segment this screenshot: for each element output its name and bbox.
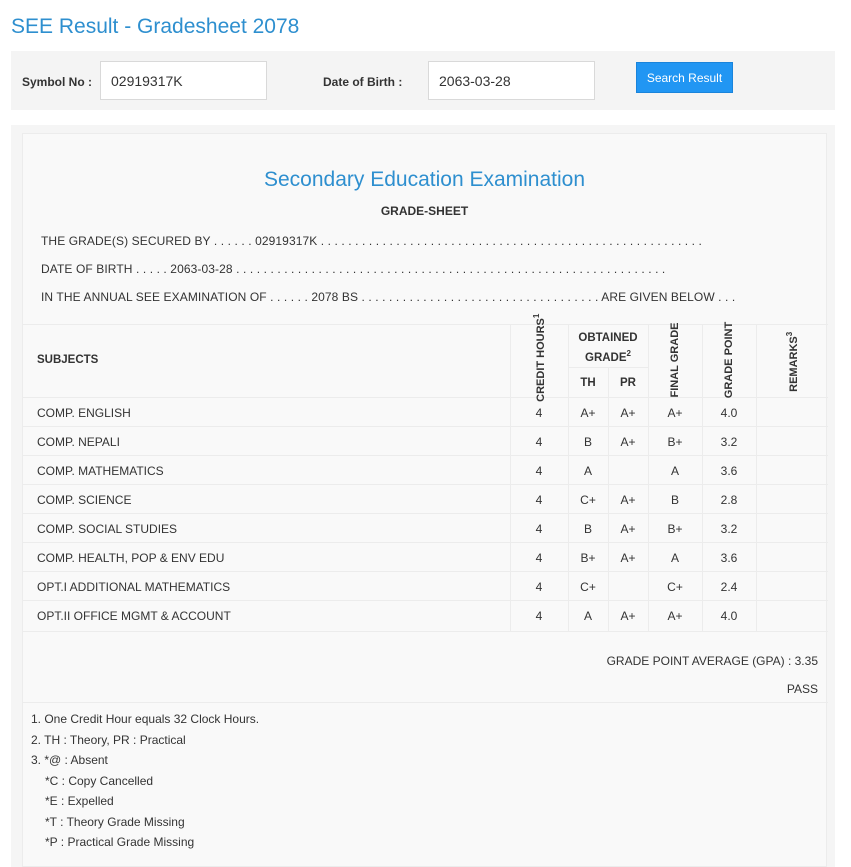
secured-by-line: THE GRADE(S) SECURED BY . . . . . . 02919317K . . . . . . . . . . . . . . . . . . . . . . . . . . . . . . . . . . . . . . . . . . . . . . . . . . . . . . . . bbox=[41, 234, 702, 248]
gpa-summary: GRADE POINT AVERAGE (GPA) : 3.35 bbox=[606, 654, 818, 668]
footnote-item: *T : Theory Grade Missing bbox=[45, 814, 185, 829]
symbol-input[interactable] bbox=[100, 61, 267, 100]
final-grade-cell: A+ bbox=[667, 406, 683, 420]
final-grade-cell: C+ bbox=[667, 580, 683, 594]
footnote-item: 2. TH : Theory, PR : Practical bbox=[31, 732, 186, 747]
footnote-item: *P : Practical Grade Missing bbox=[45, 835, 195, 849]
grade-point-header: GRADE POINT bbox=[723, 321, 735, 399]
subject-cell: OPT.II OFFICE MGMT & ACCOUNT bbox=[37, 609, 231, 623]
row-rule bbox=[23, 513, 828, 514]
footnote-item: 3. *@ : Absent bbox=[31, 753, 108, 767]
table-header-rule bbox=[23, 397, 828, 398]
th-grade-cell: C+ bbox=[580, 493, 596, 507]
dob-line: DATE OF BIRTH . . . . . 2063-03-28 . . . . . . . . . . . . . . . . . . . . . . . . . . . . . . . . . . . . . . . . . . . . . . . . . . . . . . . . . . . . . . . bbox=[41, 262, 666, 276]
result-status: PASS bbox=[786, 682, 818, 696]
th-header: TH bbox=[580, 377, 596, 389]
notes-rule bbox=[23, 702, 828, 703]
page-title: SEE Result - Gradesheet 2078 bbox=[11, 15, 300, 38]
row-rule bbox=[23, 571, 828, 572]
credit-cell: 4 bbox=[535, 551, 543, 565]
credit-cell: 4 bbox=[535, 609, 543, 623]
row-rule bbox=[23, 542, 828, 543]
subject-cell: COMP. NEPALI bbox=[37, 435, 120, 449]
pr-grade-cell: A+ bbox=[620, 522, 636, 536]
gradesheet bbox=[22, 133, 827, 867]
credit-cell: 4 bbox=[535, 580, 543, 594]
credit-cell: 4 bbox=[535, 522, 543, 536]
grade-point-cell: 4.0 bbox=[720, 609, 738, 623]
subject-cell: OPT.I ADDITIONAL MATHEMATICS bbox=[37, 580, 231, 594]
footnote-item: 1. One Credit Hour equals 32 Clock Hours. bbox=[31, 712, 260, 726]
credit-cell: 4 bbox=[535, 493, 543, 507]
grade-point-cell: 3.2 bbox=[720, 522, 738, 536]
gradesheet-container bbox=[11, 125, 835, 867]
row-rule bbox=[23, 600, 828, 601]
th-grade-cell: A+ bbox=[580, 406, 596, 420]
search-form bbox=[11, 51, 835, 110]
subjects-header: SUBJECTS bbox=[37, 354, 99, 366]
th-grade-cell: C+ bbox=[580, 580, 596, 594]
grade-point-cell: 2.4 bbox=[720, 580, 738, 594]
grade-point-cell: 3.6 bbox=[720, 464, 738, 478]
subject-cell: COMP. MATHEMATICS bbox=[37, 464, 164, 478]
table-bottom-rule bbox=[23, 631, 828, 632]
gradesheet-title: GRADE-SHEET bbox=[380, 204, 469, 218]
footnote-item: *C : Copy Cancelled bbox=[45, 773, 154, 788]
col-divider bbox=[756, 324, 757, 631]
obtained-grade-header: OBTAINED GRADE$^2$ bbox=[578, 332, 638, 364]
grade-point-cell: 2.8 bbox=[720, 493, 738, 507]
search-result-button[interactable]: Search Result bbox=[636, 62, 733, 93]
exam-title: Secondary Education Examination bbox=[263, 168, 586, 191]
dob-input[interactable] bbox=[428, 61, 595, 100]
subject-cell: COMP. SCIENCE bbox=[37, 493, 132, 507]
final-grade-cell: A bbox=[670, 464, 679, 478]
dob-label: Date of Birth : bbox=[323, 75, 403, 89]
th-grade-cell: A bbox=[583, 609, 592, 623]
subject-cell: COMP. SOCIAL STUDIES bbox=[37, 522, 178, 536]
grade-point-cell: 3.6 bbox=[720, 551, 738, 565]
credit-cell: 4 bbox=[535, 435, 543, 449]
th-grade-cell: B+ bbox=[580, 551, 596, 565]
final-grade-cell: A+ bbox=[667, 609, 683, 623]
row-rule bbox=[23, 484, 828, 485]
row-rule bbox=[23, 455, 828, 456]
credit-cell: 4 bbox=[535, 406, 543, 420]
subject-cell: COMP. HEALTH, POP & ENV EDU bbox=[37, 551, 225, 565]
pr-grade-cell: A+ bbox=[620, 406, 636, 420]
final-grade-cell: B bbox=[670, 493, 679, 507]
pr-header: PR bbox=[620, 377, 636, 389]
final-grade-header: FINAL GRADE bbox=[669, 322, 681, 398]
grade-point-cell: 3.2 bbox=[720, 435, 738, 449]
pr-grade-cell: A+ bbox=[620, 493, 636, 507]
final-grade-cell: B+ bbox=[667, 522, 683, 536]
pr-grade-cell: A+ bbox=[620, 609, 636, 623]
credit-cell: 4 bbox=[535, 464, 543, 478]
pr-grade-cell: A+ bbox=[620, 435, 636, 449]
pr-grade-cell: A+ bbox=[620, 551, 636, 565]
grade-point-cell: 4.0 bbox=[720, 406, 738, 420]
final-grade-cell: A bbox=[670, 551, 679, 565]
subject-cell: COMP. ENGLISH bbox=[37, 406, 131, 420]
symbol-label: Symbol No : bbox=[22, 75, 93, 89]
th-grade-cell: A bbox=[583, 464, 592, 478]
credit-hours-header: CREDIT HOURS$^1$ bbox=[532, 313, 547, 402]
footnote-item: *E : Expelled bbox=[45, 794, 114, 808]
th-grade-cell: B bbox=[583, 522, 592, 536]
row-rule bbox=[23, 426, 828, 427]
remarks-header: REMARKS$^3$ bbox=[785, 331, 800, 392]
final-grade-cell: B+ bbox=[667, 435, 683, 449]
exam-year-line: IN THE ANNUAL SEE EXAMINATION OF . . . . . . 2078 BS . . . . . . . . . . . . . . . . . . . . . . . . . . . . . . . . . . . ARE GIVEN BELOW . . . bbox=[41, 290, 736, 304]
table-top-rule bbox=[23, 324, 828, 325]
th-grade-cell: B bbox=[583, 435, 592, 449]
